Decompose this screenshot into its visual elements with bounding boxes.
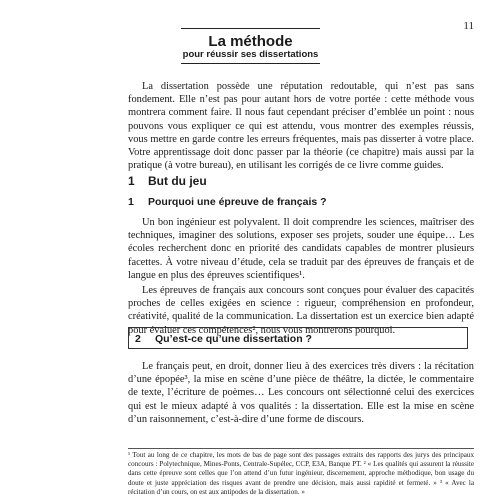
subsection-title-2: Qu’est-ce qu’une dissertation ? (155, 333, 312, 345)
footnote-text: ¹ Tout au long de ce chapitre, les mots de bas de page sont des passages extraits des rapports des jurys des principaux concours : Polytechnique, Mines-Ponts, Centrale-Supélec, CCP, E3A, Banque PT. ² « Les qualités qui assurent la réussite dans cette épreuve sont celles que l’on attend d’un futur ingénieur, discernement, approche méthodique, bon usage du doute et juste appréciation des risques avant de prendre une décision, mais aussi rapidité et fermeté. » ³ « Avec la récitation d’un cours, on est aux antipodes de la dissertation. » (128, 451, 474, 496)
subsection-title-1: Pourquoi une épreuve de français ? (148, 196, 327, 208)
paragraph-exams: Les épreuves de français aux concours sont conçues pour évaluer des capacités proches de celles exigées en science : rigueur, compréhension en profondeur, créativité, qualité de la communication. La dissertation est un exercice bien adapté pour évaluer ces compétences², nous vous montrerons pourquoi. (128, 285, 474, 336)
subsection-heading-2 (128, 327, 468, 349)
footnotes (128, 448, 474, 497)
intro-block (128, 80, 474, 172)
subsection-2-body (128, 360, 474, 426)
title-box (181, 28, 320, 64)
section-title: But du jeu (148, 174, 207, 188)
section-heading (128, 174, 474, 188)
paragraph-dissertation: Le français peut, en droit, donner lieu à des exercices très divers : la récitation d’une épopée³, la mise en scène d’une pièce de théâtre, la dictée, le commentaire de texte, l’écriture de poèmes… Les concours ont sélectionné celui des exercices qui est le mieux adapté à vos qualités : la dissertation. Elle est la mise en scène d’un raisonnement, c’est-à-dire d’une forme de discours. (128, 361, 474, 425)
paragraph-engineer: Un bon ingénieur est polyvalent. Il doit comprendre les sciences, maîtriser des techniques, imaginer des solutions, exposer ses projets, souder une équipe… Les écoles recherchent donc en priorité des candidats capables de montrer plusieurs facettes. À votre niveau d’étude, cela se traduit par des épreuves de français et de langue en plus des épreuves scientifiques¹. (128, 217, 474, 281)
subsection-number-1: 1 (128, 196, 134, 208)
subsection-number-2: 2 (135, 333, 141, 345)
subsection-heading-1 (128, 196, 474, 208)
subsection-1-body (128, 216, 474, 337)
page-title: La méthode (208, 33, 293, 50)
page-number: 11 (463, 20, 474, 32)
intro-paragraph: La dissertation possède une réputation redoutable, qui n’est pas sans fondement. Elle n’est pas pour autant hors de votre portée : cette méthode vous montrera comment faire. Il nous faut cependant préciser d’emblée un point : nous pouvons vous expliquer ce qui est attendu, vous montrer des exemples réussis, vous mettre en garde contre les erreurs fréquentes, mais pas disserter à votre place. Votre apprentissage doit donc passer par la théorie (ce chapitre) mais aussi par la pratique (à votre bureau), en utilisant les corrigés de ce livre comme guides. (128, 81, 474, 172)
page-subtitle: pour réussir ses dissertations (182, 49, 319, 60)
section-number: 1 (128, 174, 135, 188)
